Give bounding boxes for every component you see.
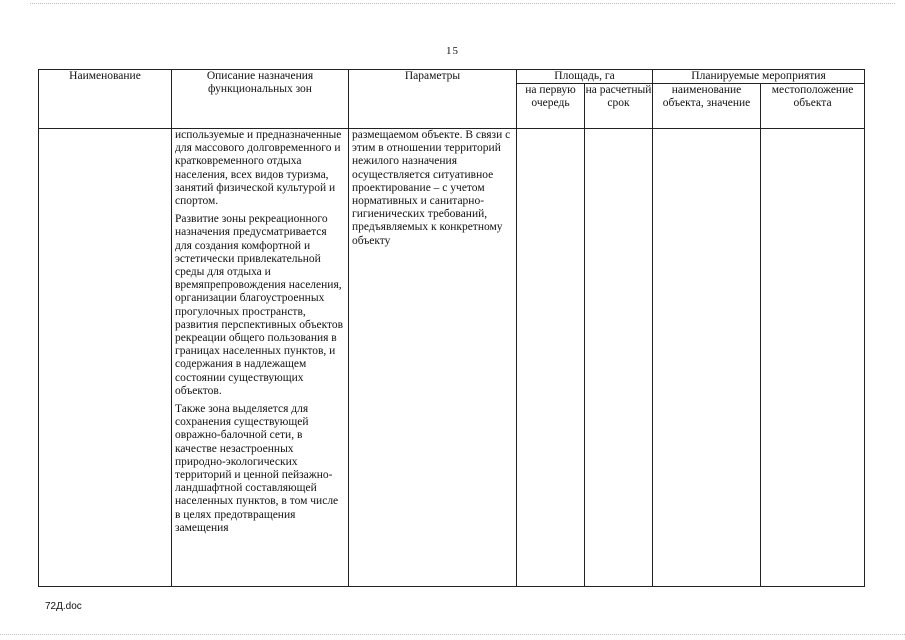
header-planned: Планируемые мероприятия xyxy=(653,70,865,84)
header-name: Наименование xyxy=(39,70,172,129)
description-paragraph: Развитие зоны рекреационного назначения предусматривается для создания комфортной и эстетически привлекательной среды для отдыха и времяпрепровождения населения, организации благоустроенных прогулочных пространств, развития перспективных объектов рекреации общего пользования в границах населенных пунктов, и содержания в надлежащем состоянии существующих объектов. xyxy=(175,213,344,397)
header-row-1 xyxy=(39,70,865,84)
header-planned-location: местоположение объекта xyxy=(761,84,865,129)
cell-name xyxy=(39,129,172,587)
cell-area-calc xyxy=(585,129,653,587)
cell-parameters xyxy=(349,129,517,587)
cell-description xyxy=(172,129,349,587)
description-paragraph: Также зона выделяется для сохранения существующей овражно-балочной сети, в качестве незастроенных природно-экологических территорий и ценной пейзажно-ландшафтной составляющей населенных пунктов, в том числе в целях предотвращения замещения xyxy=(175,403,339,534)
parameters-text: размещаемом объекте. В связи с этим в отношении территорий нежилого назначения осуществляется ситуативное проектирование – с учетом нормативных и санитарно-гигиенических требований, предъявляемых к конкретному объекту xyxy=(352,129,511,247)
header-planned-name: наименование объекта, значение xyxy=(653,84,761,129)
scan-artifact-top xyxy=(30,3,895,6)
scan-artifact-bottom xyxy=(0,634,905,637)
footer-filename: 72Д.doc xyxy=(45,601,82,612)
description-paragraph: используемые и предназначенные для массового долговременного и кратковременного отдыха населения, всех видов туризма, занятий физической культурой и спортом. xyxy=(175,129,342,208)
header-area: Площадь, га xyxy=(517,70,653,84)
page-number: 15 xyxy=(446,45,459,57)
cell-planned-name xyxy=(653,129,761,587)
table-row xyxy=(39,129,865,587)
zones-table xyxy=(38,69,865,587)
cell-area-first xyxy=(517,129,585,587)
header-area-calc: на расчетный срок xyxy=(585,84,653,129)
cell-planned-location xyxy=(761,129,865,587)
header-parameters: Параметры xyxy=(349,70,517,129)
header-area-first: на первую очередь xyxy=(517,84,585,129)
header-description: Описание назначения функциональных зон xyxy=(172,70,349,129)
